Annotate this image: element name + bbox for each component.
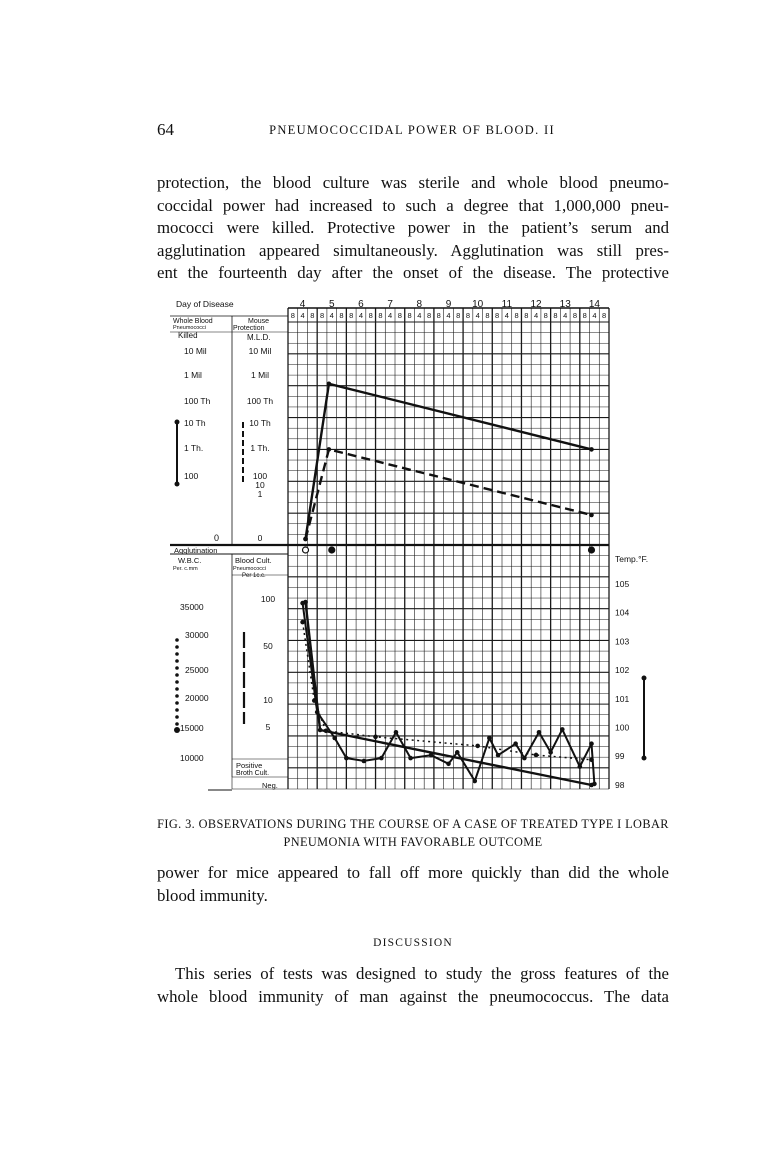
hour-tick-label: 8: [426, 311, 432, 320]
scale-label-mouse: 10 Th: [249, 418, 271, 428]
data-point-white-blood-cells: [475, 744, 480, 749]
hour-tick-label: 8: [290, 311, 295, 320]
data-point-temperature: [589, 741, 594, 746]
scale-label-temperature: 104: [615, 607, 630, 618]
hour-tick-label: 8: [368, 311, 373, 320]
hour-tick-label: 8: [397, 311, 402, 320]
text-line: mococci were killed. Protective power in the patient’s serum and: [157, 218, 669, 238]
legend-dot: [175, 722, 179, 726]
scale-label-temperature: 98: [615, 779, 625, 790]
scale-label-temperature: 105: [615, 579, 630, 589]
text-line: blood immunity.: [157, 885, 268, 905]
scale-label-temperature: 103: [615, 636, 630, 647]
legend-dot: [175, 645, 179, 649]
data-point-temperature: [560, 727, 565, 732]
data-point-temperature: [394, 730, 399, 735]
legend-dot: [174, 727, 180, 733]
day-tick-label: 11: [501, 299, 513, 310]
hour-tick-label: 4: [358, 311, 364, 320]
data-point-temperature: [300, 601, 305, 606]
axis-label-temperature: Temp.°F.: [615, 554, 649, 564]
data-point-temperature: [487, 736, 492, 741]
text-line: This series of tests was designed to study the gross features of the: [175, 964, 669, 983]
agglutination-mark: [303, 547, 309, 553]
hour-tick-label: 8: [436, 311, 441, 320]
scale-label-temperature: 99: [615, 751, 625, 762]
hour-tick-label: 4: [300, 311, 305, 320]
data-point-temperature: [472, 779, 477, 784]
scale-label-mouse: 0: [257, 533, 263, 543]
scale-label-whole-blood: 100 Th: [184, 396, 211, 406]
axis-label: Per 1c.c.: [242, 573, 266, 579]
day-tick-label: 8: [416, 299, 423, 310]
figure-3-chart: [170, 298, 690, 800]
legend-dot: [175, 652, 179, 656]
paragraph-protection: [157, 172, 669, 285]
scale-label-wbc: 25000: [185, 665, 209, 675]
scale-label-mouse: 10 Mil: [248, 346, 272, 356]
axis-label: W.B.C.: [178, 556, 202, 565]
data-point-whole-blood: [327, 382, 332, 387]
axis-label: Killed: [178, 331, 198, 340]
scale-label-whole-blood: 10 Th: [184, 418, 206, 428]
legend-dot: [175, 638, 179, 642]
hour-tick-label: 4: [592, 311, 597, 320]
day-tick-label: 4: [299, 299, 306, 310]
data-point-blood-culture: [318, 728, 323, 733]
scale-label-whole-blood: 1 Th.: [184, 443, 204, 453]
paragraph-discussion: [157, 963, 669, 1008]
hour-tick-label: 4: [329, 311, 334, 320]
hour-tick-label: 8: [319, 311, 325, 320]
running-title: PNEUMOCOCCIDAL POWER OF BLOOD. II: [269, 123, 555, 137]
scale-label-temperature: 102: [615, 665, 630, 676]
page-number: 64: [157, 120, 174, 139]
legend-dot: [175, 482, 180, 487]
day-tick-label: 9: [445, 299, 452, 310]
data-point-temperature: [455, 750, 460, 755]
data-point-temperature: [537, 730, 542, 735]
data-point-temperature: [446, 762, 451, 767]
legend-dot: [642, 676, 647, 681]
axis-label: Mouse: [248, 318, 270, 325]
scale-label-mouse: 100 Th: [246, 396, 274, 406]
hour-tick-label: 8: [602, 311, 607, 320]
axis-label: Neg.: [262, 781, 278, 790]
data-point-temperature: [548, 750, 553, 755]
axis-label: Pneumococci: [233, 566, 267, 572]
axis-label: Whole Blood: [173, 318, 213, 325]
scale-label-mouse: 10: [255, 480, 265, 490]
legend-dot: [175, 659, 179, 663]
data-point-temperature: [592, 782, 597, 787]
scale-label-whole-blood: 0: [214, 533, 220, 543]
data-point-temperature: [379, 756, 384, 761]
legend-dot: [175, 708, 179, 712]
scale-label-blood-culture: 100: [260, 594, 276, 604]
hour-tick-label: 8: [524, 311, 529, 320]
figure-caption: [157, 815, 669, 851]
scale-label-mouse: 1 Mil: [251, 370, 269, 380]
hour-tick-label: 4: [563, 311, 568, 320]
data-point-white-blood-cells: [534, 753, 539, 758]
hour-tick-label: 8: [553, 311, 558, 320]
data-point-temperature: [496, 753, 501, 758]
legend-dot: [175, 680, 179, 684]
hour-tick-label: 8: [495, 311, 500, 320]
data-point-mouse-protection: [327, 447, 332, 452]
data-point-temperature: [315, 710, 320, 715]
text-line: agglutination appeared simultaneously. Agglutination was still pres-: [157, 240, 669, 260]
hour-tick-label: 8: [485, 311, 490, 320]
hour-tick-label: 8: [465, 311, 471, 320]
hour-tick-label: 8: [339, 311, 344, 320]
paragraph-mice: [157, 862, 669, 907]
scale-label-blood-culture: 5: [265, 722, 271, 732]
scale-label-whole-blood: 100: [184, 471, 199, 481]
hour-tick-label: 4: [446, 311, 451, 320]
legend-dot: [175, 715, 179, 719]
hour-tick-label: 4: [388, 311, 393, 320]
scale-label-mouse: 1: [257, 489, 263, 499]
scale-label-wbc: 35000: [180, 602, 204, 612]
hour-tick-label: 8: [310, 311, 315, 320]
day-tick-label: 10: [472, 299, 484, 310]
data-point-temperature: [429, 753, 434, 758]
data-point-white-blood-cells: [373, 735, 378, 740]
text-line: whole blood immunity of man against the pneumococcus. The data: [157, 986, 669, 1006]
data-point-whole-blood: [589, 447, 594, 452]
axis-label: M.L.D.: [247, 333, 271, 342]
scale-label-blood-culture: 10: [263, 695, 273, 705]
text-line: protection, the blood culture was sterile and whole blood pneumo-: [157, 173, 669, 192]
hour-tick-label: 4: [533, 311, 539, 320]
agglutination-label: Agglutination: [174, 546, 218, 555]
hour-tick-label: 4: [504, 311, 509, 320]
data-point-temperature: [332, 736, 337, 741]
scale-label-mouse: 100: [252, 471, 268, 481]
data-point-mouse-protection: [303, 537, 308, 542]
series-line-mouse-protection: [306, 449, 592, 539]
section-heading: DISCUSSION: [373, 937, 453, 949]
data-point-temperature: [513, 741, 518, 746]
data-point-temperature: [362, 759, 367, 764]
data-point-temperature: [522, 756, 527, 761]
hour-tick-label: 8: [378, 311, 383, 320]
day-tick-label: 12: [530, 299, 542, 310]
agglutination-mark: [329, 547, 335, 553]
axis-label: Protection: [233, 325, 265, 332]
data-point-mouse-protection: [589, 513, 594, 518]
caption-line: PNEUMONIA WITH FAVORABLE OUTCOME: [283, 835, 543, 849]
caption-line: FIG. 3. OBSERVATIONS DURING THE COURSE OF A CASE OF TREATED TYPE I LOBAR: [157, 817, 669, 831]
scale-label-temperature: 100: [615, 722, 630, 733]
hour-tick-label: 8: [543, 311, 548, 320]
legend-dot: [175, 694, 179, 698]
axis-label: Blood Cult.: [235, 556, 272, 565]
day-tick-label: 5: [328, 299, 335, 310]
data-point-temperature: [578, 764, 583, 769]
legend-dot: [175, 673, 179, 677]
legend-dot: [642, 756, 647, 761]
scale-label-blood-culture: 50: [263, 641, 273, 651]
chart-grid: [170, 308, 609, 790]
day-tick-label: 13: [559, 299, 571, 310]
hour-tick-label: 8: [572, 311, 578, 320]
legend-dot: [175, 687, 179, 691]
data-point-temperature: [344, 756, 349, 761]
hour-tick-label: 4: [417, 311, 422, 320]
hour-tick-label: 4: [475, 311, 480, 320]
legend-dot: [175, 701, 179, 705]
hour-tick-label: 8: [582, 311, 587, 320]
scale-label-wbc: 10000: [180, 753, 204, 763]
scale-label-whole-blood: 1 Mil: [184, 370, 202, 380]
axis-label: Broth Cult.: [236, 770, 270, 777]
scale-label-wbc: 20000: [185, 693, 209, 703]
day-tick-label: 14: [588, 299, 600, 310]
hour-tick-label: 8: [349, 311, 354, 320]
text-line: power for mice appeared to fall off more quickly than did the whole: [157, 863, 669, 882]
scale-label-mouse: 1 Th.: [250, 443, 270, 453]
chart-marks: [300, 382, 596, 788]
text-line: ent the fourteenth day after the onset of the disease. The protective: [157, 263, 669, 283]
hour-tick-label: 8: [456, 311, 461, 320]
scale-label-wbc: 15000: [180, 723, 204, 733]
agglutination-mark: [588, 547, 594, 553]
hour-tick-label: 8: [514, 311, 519, 320]
axis-label: Per. c.mm: [173, 566, 198, 572]
day-tick-label: 6: [358, 299, 364, 310]
scale-label-wbc: 30000: [185, 630, 209, 640]
axis-label: Pneumococci: [173, 325, 207, 331]
day-tick-label: 7: [387, 299, 393, 310]
legend-dot: [175, 666, 179, 670]
data-point-temperature: [408, 756, 413, 761]
axis-label: Positive: [236, 761, 263, 770]
axis-label-day: Day of Disease: [176, 299, 234, 309]
scale-label-whole-blood: 10 Mil: [184, 346, 207, 356]
legend-dot: [175, 420, 180, 425]
text-line: coccidal power had increased to such a degree that 1,000,000 pneu-: [157, 195, 669, 215]
page-header: [157, 120, 667, 142]
hour-tick-label: 8: [407, 311, 412, 320]
scale-label-temperature: 101: [615, 693, 630, 704]
